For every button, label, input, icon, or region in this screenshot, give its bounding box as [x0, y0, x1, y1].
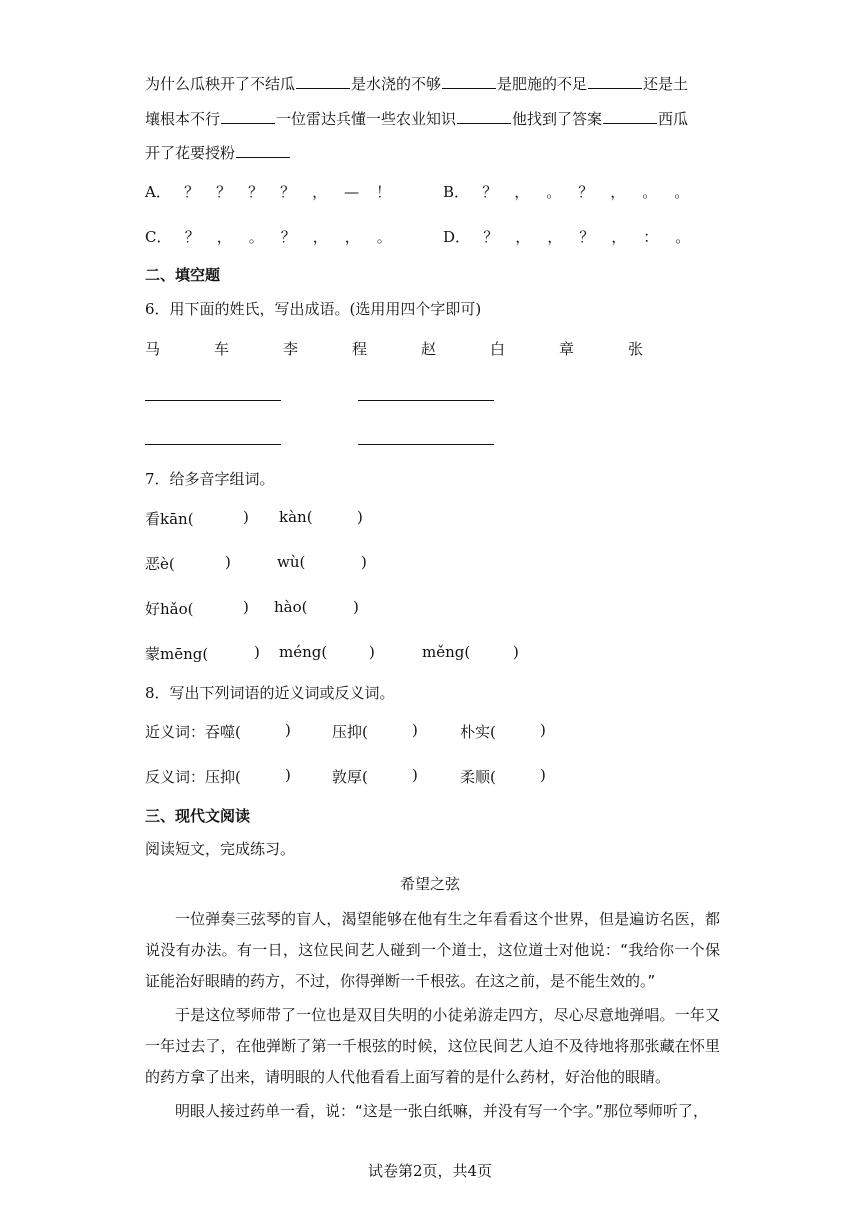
punct-mark: ，	[610, 183, 626, 201]
punct-mark: ？	[280, 183, 296, 201]
page-footer: 试卷第2页，共4页	[367, 1162, 493, 1180]
answer-blank[interactable]	[457, 109, 511, 124]
paren-close: )	[361, 553, 367, 571]
surname: 张	[628, 340, 644, 358]
punct-mark: ，	[344, 228, 360, 246]
q5-text: 壤根本不行	[145, 110, 221, 128]
paren-close: )	[285, 721, 291, 739]
punct-mark: ！	[376, 183, 392, 201]
paren-close: )	[540, 721, 546, 739]
answer-line[interactable]	[358, 400, 494, 401]
q7-prompt: 7．给多音字组词。	[145, 470, 275, 488]
paren-close: )	[369, 643, 375, 661]
pinyin: hào(	[274, 598, 308, 616]
passage-title: 希望之弦	[399, 875, 460, 893]
q5-text: 开了花要授粉	[145, 144, 236, 162]
q5-text: 为什么瓜秧开了不结瓜	[145, 75, 296, 93]
pinyin: kàn(	[279, 508, 313, 526]
poly-char: 恶	[145, 555, 161, 573]
punct-mark: ？	[579, 228, 595, 246]
paren-close: )	[285, 766, 291, 784]
word: 吞噬(	[205, 723, 241, 741]
word: 敦厚(	[332, 768, 368, 786]
option-d[interactable]	[443, 226, 699, 247]
option-c[interactable]	[145, 226, 400, 247]
punct-mark: ，	[515, 228, 531, 246]
q7-row-meng	[145, 643, 208, 664]
passage-paragraph: 于是这位琴师带了一位也是双目失明的小徒弟游走四方，尽心尽意地弹唱。一年又一年过去了，在他弹断了第一千根弦的时候，这位民间艺人迫不及待地将那张藏在怀里的药方拿了出来，请明眼的人代他看看上面写着的是什么药材，好治他的眼睛。	[145, 1006, 720, 1086]
surname: 章	[559, 340, 575, 358]
poly-char: 看	[145, 510, 161, 528]
punct-mark: ，	[312, 228, 328, 246]
punct-mark: ，	[514, 183, 530, 201]
row-label: 近义词：	[145, 723, 206, 741]
pinyin: mēng(	[160, 645, 209, 663]
paren-close: )	[353, 598, 359, 616]
answer-line[interactable]	[145, 400, 281, 401]
paren-close: )	[243, 508, 249, 526]
q7-row-kan	[145, 508, 194, 529]
punct-mark: ？	[248, 183, 264, 201]
paren-close: )	[243, 598, 249, 616]
punct-mark: ，	[216, 228, 232, 246]
punct-mark: ？	[578, 183, 594, 201]
paren-close: )	[513, 643, 519, 661]
answer-blank[interactable]	[603, 109, 657, 124]
q6-surnames	[145, 338, 697, 359]
option-label: B．	[443, 183, 470, 201]
surname: 李	[283, 340, 299, 358]
antonym-row	[145, 766, 241, 787]
pinyin: měng(	[422, 643, 471, 661]
section-heading: 三、现代文阅读	[145, 807, 251, 825]
poly-char: 好	[145, 600, 161, 618]
paren-close: )	[412, 766, 418, 784]
punct-mark: ：	[643, 228, 659, 246]
q6-prompt: 6．用下面的姓氏，写出成语。(选用用四个字即可)	[145, 300, 482, 318]
q7-row-e	[145, 553, 175, 574]
q5-text: 是水浇的不够	[351, 75, 442, 93]
pinyin: méng(	[279, 643, 328, 661]
punct-mark: 。	[674, 183, 690, 201]
word: 朴实(	[460, 723, 496, 741]
paren-close: )	[225, 553, 231, 571]
pinyin: hǎo(	[160, 600, 194, 618]
answer-blank[interactable]	[236, 143, 290, 158]
q5-text: 西瓜	[658, 110, 689, 128]
poly-char: 蒙	[145, 645, 161, 663]
punct-mark: ，	[611, 228, 627, 246]
synonym-row	[145, 721, 241, 742]
option-b[interactable]	[443, 181, 698, 202]
pinyin: wù(	[277, 553, 306, 571]
answer-blank[interactable]	[296, 74, 350, 89]
punct-mark: ？	[483, 228, 499, 246]
paren-close: )	[254, 643, 260, 661]
surname: 白	[490, 340, 506, 358]
option-label: D．	[443, 228, 471, 246]
row-label: 反义词：	[145, 768, 206, 786]
punct-mark: —	[344, 183, 360, 201]
punct-mark: 。	[376, 228, 392, 246]
answer-blank[interactable]	[588, 74, 642, 89]
word: 压抑(	[205, 768, 241, 786]
q5-line-1	[145, 73, 688, 94]
punct-mark: 。	[675, 228, 691, 246]
answer-line[interactable]	[358, 444, 494, 445]
paren-close: )	[412, 721, 418, 739]
option-a[interactable]	[145, 181, 400, 202]
paren-close: )	[357, 508, 363, 526]
punct-mark: 。	[546, 183, 562, 201]
reading-instruction: 阅读短文，完成练习。	[145, 840, 296, 858]
punct-mark: 。	[248, 228, 264, 246]
punct-mark: ，	[547, 228, 563, 246]
pinyin: kān(	[160, 510, 194, 528]
passage-paragraph: 明眼人接过药单一看，说：“这是一张白纸嘛，并没有写一个字。”那位琴师听了，	[175, 1102, 709, 1120]
q5-line-3	[145, 142, 291, 163]
word: 柔顺(	[460, 768, 496, 786]
passage-paragraph: 一位弹奏三弦琴的盲人，渴望能够在他有生之年看看这个世界，但是遍访名医，都说没有办法。有一日，这位民间艺人碰到一个道士，这位道士对他说：“我给你一个保证能治好眼睛的药方，不过，你得弹断一千根弦。在这之前，是不能生效的。”	[145, 910, 720, 990]
punct-mark: ？	[184, 228, 200, 246]
q5-text: 他找到了答案	[512, 110, 603, 128]
q5-text: 是肥施的不足	[497, 75, 588, 93]
q5-text: 还是土	[643, 75, 689, 93]
punct-mark: 。	[642, 183, 658, 201]
answer-blank[interactable]	[221, 109, 275, 124]
option-label: C．	[145, 228, 172, 246]
punct-mark: ？	[482, 183, 498, 201]
surname: 程	[352, 340, 368, 358]
surname: 赵	[421, 340, 437, 358]
section-heading: 二、填空题	[145, 266, 221, 284]
surname: 马	[145, 340, 161, 358]
surname: 车	[214, 340, 230, 358]
q5-line-2	[145, 108, 688, 129]
punct-mark: ？	[280, 228, 296, 246]
pinyin: è(	[160, 555, 175, 573]
q5-text: 一位雷达兵懂一些农业知识	[276, 110, 457, 128]
answer-blank[interactable]	[442, 74, 496, 89]
option-label: A．	[145, 183, 171, 201]
answer-line[interactable]	[145, 444, 281, 445]
q8-prompt: 8．写出下列词语的近义词或反义词。	[145, 684, 395, 702]
punct-mark: ？	[216, 183, 232, 201]
paren-close: )	[540, 766, 546, 784]
punct-mark: ？	[184, 183, 200, 201]
q7-row-hao	[145, 598, 194, 619]
word: 压抑(	[332, 723, 368, 741]
punct-mark: ，	[312, 183, 328, 201]
